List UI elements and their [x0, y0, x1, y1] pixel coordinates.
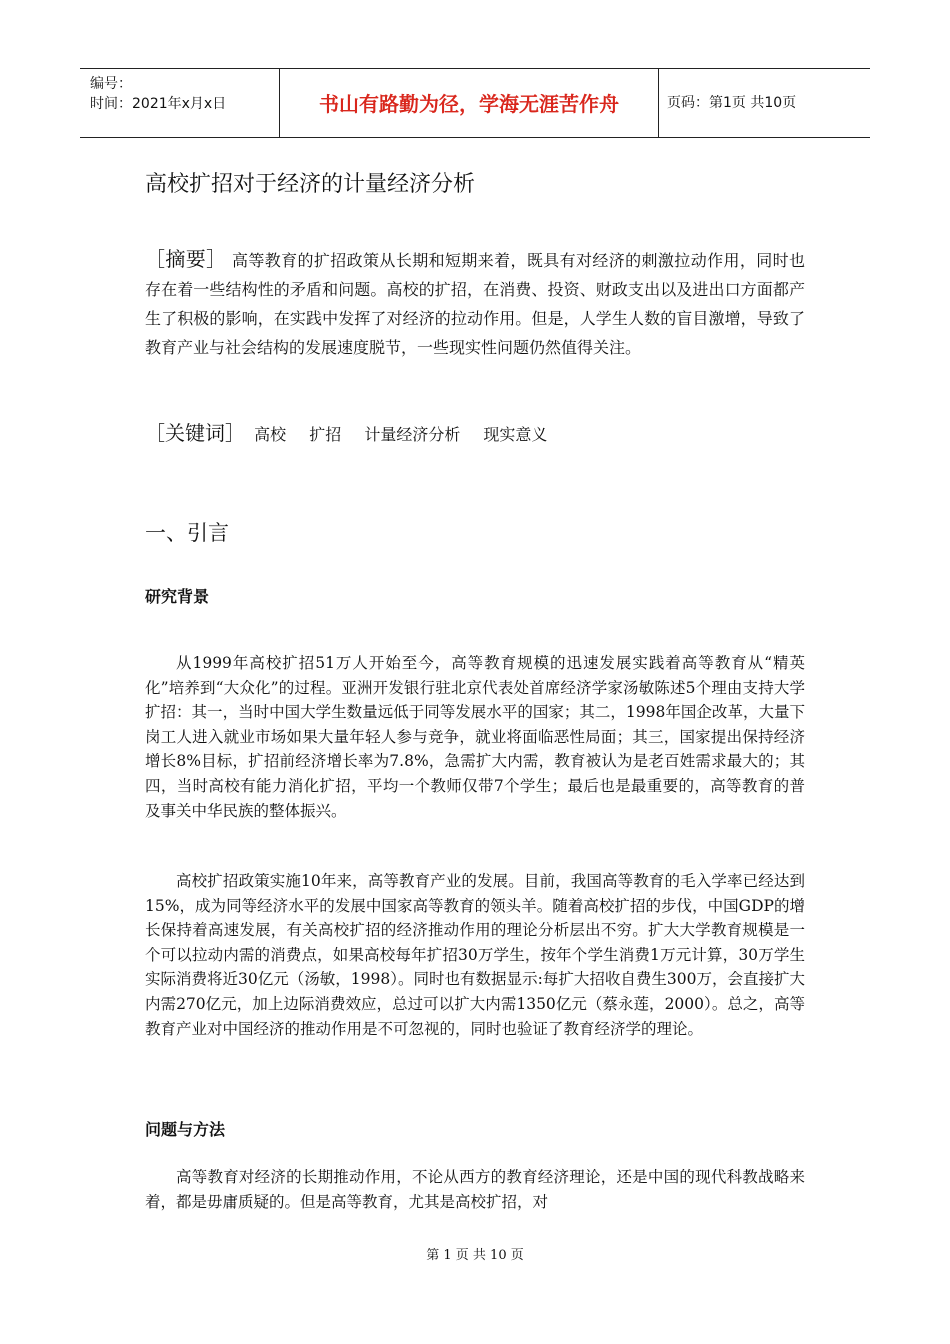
doc-date-label: 时间：2021年x月x日	[90, 96, 227, 112]
abstract-text: 高等教育的扩招政策从长期和短期来着，既具有对经济的刺激拉动作用，同时也存在着一些结构性的矛盾和问题。高校的扩招，在消费、投资、财政支出以及进出口方面都产生了积极的影响，在实践中发挥了对经济的拉动作用。但是，人学生人数的盲目激增，导致了教育产业与社会结构的发展速度脱节，一些现实性问题仍然值得关注。	[145, 251, 805, 357]
paragraph-expansion: 高校扩招政策实施10年来，高等教育产业的发展。目前，我国高等教育的毛入学率已经达到15%，成为同等经济水平的发展中国家高等教育的领头羊。随着高校扩招的步伐，中国GDP的增长保持着高速发展，有关高校扩招的经济推动作用的理论分析层出不穷。扩大大学教育规模是一个可以拉动内需的消费点，如果高校每年扩招30万学生，按年个学生消费1万元计算，30万学生实际消费将近30亿元（汤敏，1998）。同时也有数据显示:每扩大招收自费生300万，会直接扩大内需270亿元，加上边际消费效应，总过可以扩大内需1350亿元（蔡永莲，2000）。总之，高等教育产业对中国经济的推动作用是不可忽视的，同时也验证了教育经济学的理论。	[145, 872, 805, 1038]
header-info-cell	[80, 69, 280, 137]
paragraph-background: 从1999年高校扩招51万人开始至今，高等教育规模的迅速发展实践着高等教育从“精英化”培养到“大众化”的过程。亚洲开发银行驻北京代表处首席经济学家汤敏陈述5个理由支持大学扩招：其一，当时中国大学生数量远低于同等发展水平的国家；其二，1998年国企改革，大量下岗工人进入就业市场如果大量年轻人参与竞争，就业将面临恶性局面；其三，国家提出保持经济增长8%目标，扩招前经济增长率为7.8%，急需扩大内需，教育被认为是老百姓需求最大的；其四，当时高校有能力消化扩招，平均一个教师仅带7个学生；最后也是最重要的，高等教育的普及事关中华民族的整体振兴。	[145, 654, 805, 820]
header-motto: 书山有路勤为径，学海无涯苦作舟	[319, 92, 619, 116]
section-heading: 一、引言	[145, 521, 229, 545]
header-page-cell	[659, 69, 870, 137]
paragraph-methods: 高等教育对经济的长期推动作用，不论从西方的教育经济理论，还是中国的现代科教战略来着，都是毋庸质疑的。但是高等教育，尤其是高校扩招，对	[145, 1168, 805, 1211]
keyword: 扩招	[309, 425, 342, 444]
keyword: 高校	[254, 425, 287, 444]
abstract-label: ［摘要］	[145, 247, 227, 271]
keywords	[145, 418, 565, 450]
page-header	[80, 68, 870, 138]
subsection-heading-background: 研究背景	[145, 587, 210, 606]
page-footer: 第 1 页 共 10 页	[426, 1248, 524, 1263]
doc-number-label: 编号：	[90, 76, 132, 92]
document-title: 高校扩招对于经济的计量经济分析	[145, 172, 476, 197]
keyword: 现实意义	[483, 425, 548, 444]
subsection-heading-methods: 问题与方法	[145, 1120, 226, 1139]
keywords-label: ［关键词］	[145, 421, 245, 445]
keyword: 计量经济分析	[364, 425, 461, 444]
header-motto-cell	[280, 69, 659, 137]
header-page-info: 页码：第1页 共10页	[667, 95, 797, 111]
abstract	[145, 245, 805, 362]
